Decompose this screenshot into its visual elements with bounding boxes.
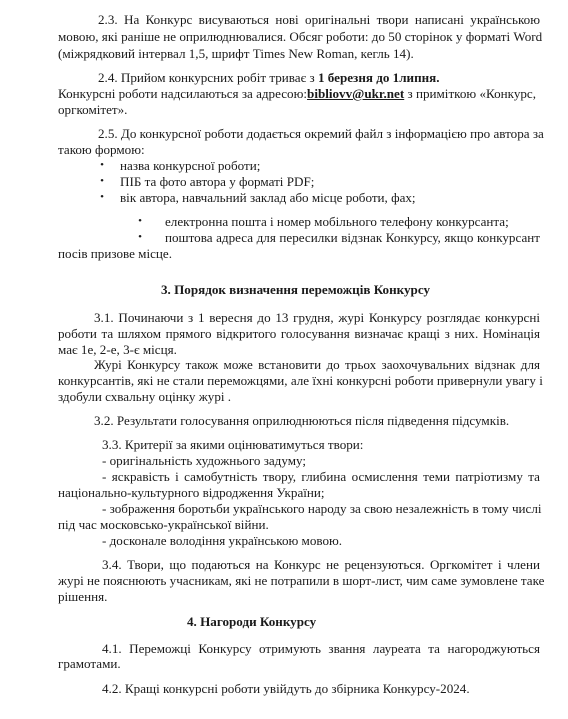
para-2-4-address-label: Конкурсні роботи надсилаються за адресою: [58, 86, 308, 101]
bullet-icon: • [100, 175, 104, 187]
para-2-4-line-3: оргкомітет». [58, 102, 128, 117]
list-item: вік автора, навчальний заклад або місце роботи, фах; [120, 190, 416, 205]
para-2-4-line-1 [98, 70, 440, 85]
para-3-4-line-3: рішення. [58, 589, 108, 604]
para-3-1-line-3: має 1е, 2-е, 3-є місця. [58, 342, 177, 357]
list-item: поштова адреса для пересилки відзнак Конкурсу, якщо конкурсант [165, 230, 540, 245]
para-2-3-line-1: 2.3. На Конкурс висуваються нові оригінальні твори написані українською [98, 12, 540, 27]
para-3-2: 3.2. Результати голосування оприлюднюються після підведення підсумків. [94, 413, 510, 428]
section-3-heading: 3. Порядок визначення переможців Конкурсу [161, 282, 431, 297]
criteria-item: - оригінальність художнього задуму; [102, 453, 307, 468]
list-item-continuation: посів призове місце. [58, 246, 173, 261]
criteria-item: - яскравість і самобутність твору, глибина осмислення теми патріотизму та [102, 469, 540, 484]
para-2-4-text: 2.4. Прийом конкурсних робіт триває з [98, 70, 318, 85]
para-2-4-note: з приміткою «Конкурс, [404, 86, 536, 101]
para-2-4-line-2 [58, 86, 540, 101]
para-2-3-line-3: (міжрядковий інтервал 1,5, шрифт Times New Roman, кегль 14). [58, 46, 414, 61]
criteria-item-continuation: національно-культурного відродження України; [58, 485, 325, 500]
para-3-3-line-1: 3.3. Критерії за якими оцінюватимуться твори: [102, 437, 364, 452]
criteria-item: - досконале володіння українською мовою. [102, 533, 343, 548]
criteria-item-continuation: під час московсько-української війни. [58, 517, 269, 532]
list-item: ПІБ та фото автора у форматі PDF; [120, 174, 315, 189]
para-3-1-line-2: роботи та шляхом прямого відкритого голосування визначає кращі з них. Номінація [58, 326, 540, 341]
para-4-1-line-2: грамотами. [58, 656, 121, 671]
list-item: назва конкурсної роботи; [120, 158, 261, 173]
email-link[interactable]: bibliovv@ukr.net [307, 86, 405, 101]
para-2-3-line-2: мовою, які раніше не оприлюднювалися. Обсяг роботи: до 50 сторінок у форматі Word [58, 29, 543, 44]
para-3-1-line-5: конкурсантів, які не стали переможцями, але їхні конкурсні роботи привернули увагу і [58, 373, 543, 388]
para-2-4-dates: 1 березня до 1липня. [317, 70, 440, 85]
para-3-1-line-4: Журі Конкурсу також може встановити до трьох заохочувальних відзнак для [94, 357, 540, 372]
criteria-item: - зображення боротьби українського народу за свою незалежність в тому числі [102, 501, 542, 516]
para-3-4-line-2: журі не пояснюють учасникам, які не потрапили в шорт-лист, чим саме зумовлене таке [58, 573, 545, 588]
para-2-5-line-1: 2.5. До конкурсної роботи додається окремий файл з інформацією про автора за [98, 126, 544, 141]
para-4-1-line-1: 4.1. Переможці Конкурсу отримують звання лауреата та нагороджуються [102, 641, 540, 656]
bullet-icon: • [100, 191, 104, 203]
section-4-heading: 4. Нагороди Конкурсу [187, 614, 317, 629]
para-3-1-line-1: 3.1. Починаючи з 1 вересня до 13 грудня, журі Конкурсу розглядає конкурсні [94, 310, 540, 325]
para-2-5-line-2: такою формою: [58, 142, 145, 157]
bullet-icon: • [100, 159, 104, 171]
bullet-icon: • [138, 215, 142, 227]
para-4-2: 4.2. Кращі конкурсні роботи увійдуть до збірника Конкурсу-2024. [102, 681, 470, 696]
bullet-icon: • [138, 231, 142, 243]
list-item: електронна пошта і номер мобільного телефону конкурсанта; [165, 214, 509, 229]
para-3-4-line-1: 3.4. Твори, що подаються на Конкурс не рецензуються. Оргкомітет і члени [102, 557, 540, 572]
para-3-1-line-6: здобули схвальну оцінку журі . [58, 389, 232, 404]
